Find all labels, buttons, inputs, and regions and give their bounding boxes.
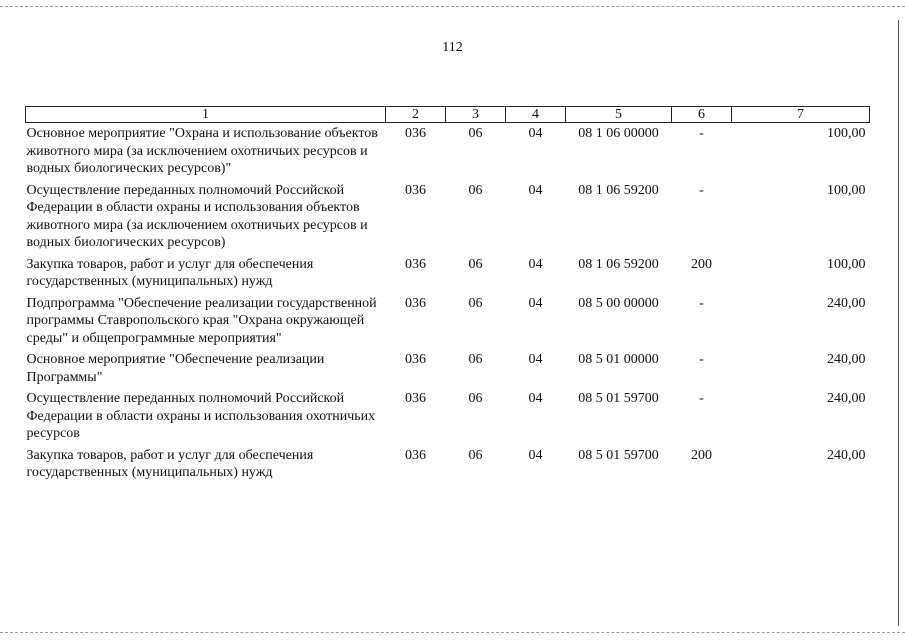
row-name: Закупка товаров, работ и услуг для обеспечения государственных (муниципальных) нужд — [26, 447, 314, 480]
row-amount: 240,00 — [827, 447, 866, 463]
header-col-5: 5 — [566, 107, 672, 123]
row-section-code: 06 — [468, 391, 483, 406]
row-subsection-code: 04 — [528, 391, 543, 406]
row-amount: 100,00 — [827, 256, 866, 272]
table-row — [26, 388, 870, 445]
row-amount: 100,00 — [827, 182, 866, 198]
row-amount: 240,00 — [827, 391, 866, 406]
row-expense-type: 200 — [691, 256, 712, 272]
row-target-article: 08 5 01 59700 — [578, 391, 659, 406]
scan-artifact-right-edge — [898, 20, 899, 626]
row-expense-type: - — [699, 182, 704, 198]
row-target-article: 08 1 06 59200 — [578, 182, 659, 198]
row-subsection-code: 04 — [528, 447, 543, 463]
table-row — [26, 445, 870, 484]
page-number: 112 — [442, 40, 463, 55]
row-subsection-code: 04 — [528, 352, 543, 367]
row-expense-type: - — [699, 126, 704, 141]
row-section-code: 06 — [468, 447, 483, 463]
row-target-article: 08 5 01 59700 — [578, 447, 659, 463]
scan-artifact-bottom-line — [0, 632, 905, 633]
row-section-code: 06 — [468, 126, 483, 141]
row-ministry-code: 036 — [405, 295, 426, 311]
row-name: Закупка товаров, работ и услуг для обеспечения государственных (муниципальных) нужд — [26, 256, 314, 289]
row-section-code: 06 — [468, 352, 483, 367]
row-expense-type: - — [699, 352, 704, 367]
header-col-7: 7 — [732, 107, 870, 123]
row-target-article: 08 1 06 59200 — [578, 256, 659, 272]
header-col-4: 4 — [506, 107, 566, 123]
row-ministry-code: 036 — [405, 182, 426, 198]
row-ministry-code: 036 — [405, 352, 426, 367]
table-row — [26, 180, 870, 254]
row-ministry-code: 036 — [405, 447, 426, 463]
row-section-code: 06 — [468, 182, 483, 198]
row-name: Осуществление переданных полномочий Российской Федерации в области охраны и использования охотничьих ресурсов — [26, 391, 376, 441]
row-target-article: 08 1 06 00000 — [578, 126, 659, 141]
row-subsection-code: 04 — [528, 256, 543, 272]
header-col-6: 6 — [672, 107, 732, 123]
header-col-1: 1 — [26, 107, 386, 123]
table-row — [26, 293, 870, 350]
row-amount: 100,00 — [827, 126, 866, 141]
row-subsection-code: 04 — [528, 295, 543, 311]
row-subsection-code: 04 — [528, 182, 543, 198]
row-ministry-code: 036 — [405, 256, 426, 272]
row-name: Основное мероприятие "Обеспечение реализации Программы" — [26, 352, 325, 385]
header-col-3: 3 — [446, 107, 506, 123]
table-header-row — [26, 107, 870, 123]
row-name: Подпрограмма "Обеспечение реализации государственной программы Ставропольского края "Охрана окружающей среды" и общепрограммные мероприятия" — [26, 295, 377, 346]
table-row — [26, 254, 870, 293]
table-row — [26, 123, 870, 180]
row-expense-type: - — [699, 295, 704, 311]
row-section-code: 06 — [468, 295, 483, 311]
row-name: Осуществление переданных полномочий Российской Федерации в области охраны и использования объектов животного мира (за исключением охотничьих ресурсов и водных биологических ресурсов) — [26, 182, 368, 250]
table-row — [26, 349, 870, 388]
scan-artifact-top-line — [0, 6, 905, 7]
row-target-article: 08 5 00 00000 — [578, 295, 659, 311]
header-col-2: 2 — [386, 107, 446, 123]
row-expense-type: - — [699, 391, 704, 406]
row-ministry-code: 036 — [405, 391, 426, 406]
row-target-article: 08 5 01 00000 — [578, 352, 659, 367]
row-subsection-code: 04 — [528, 126, 543, 141]
row-section-code: 06 — [468, 256, 483, 272]
row-name: Основное мероприятие "Охрана и использование объектов животного мира (за исключением охотничьих ресурсов и водных биологических ресурсов)" — [26, 126, 378, 176]
row-amount: 240,00 — [827, 352, 866, 367]
row-amount: 240,00 — [827, 295, 866, 311]
budget-table — [25, 106, 870, 484]
row-expense-type: 200 — [691, 447, 712, 463]
row-ministry-code: 036 — [405, 126, 426, 141]
